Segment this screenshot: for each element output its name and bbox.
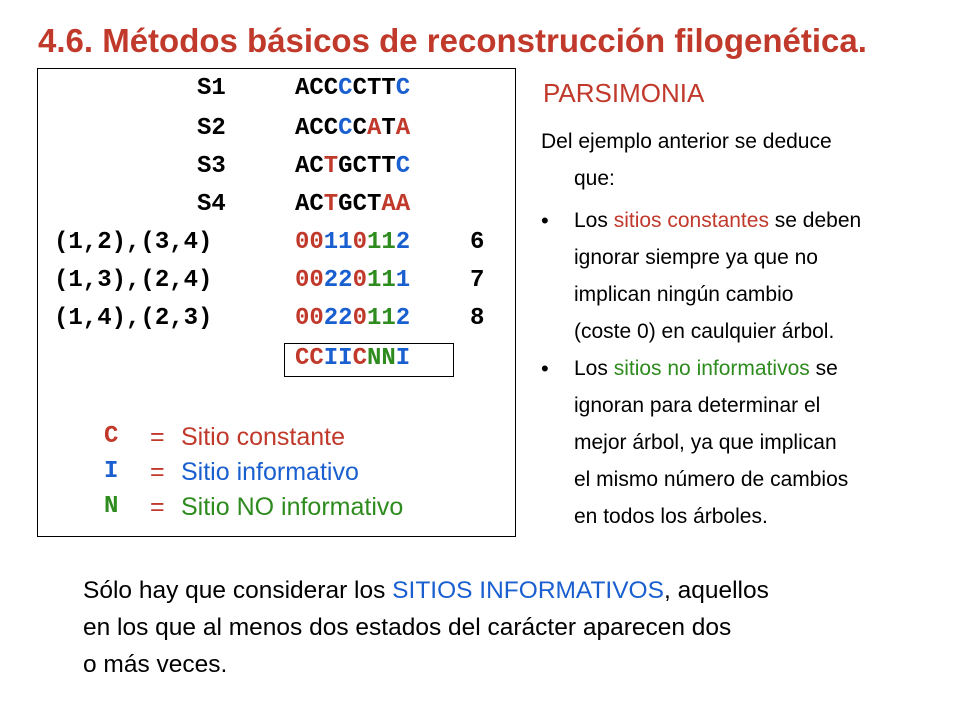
bullet-1-line-3: implican ningún cambio xyxy=(574,283,794,306)
site-7: N xyxy=(381,345,396,372)
site-3: C xyxy=(323,75,339,102)
site-2: C xyxy=(309,115,324,142)
conclusion-line-1: Sólo hay que considerar los SITIOS INFORMATIVOS, aquellos xyxy=(83,577,769,604)
site-6: T xyxy=(366,153,382,180)
site-7: T xyxy=(381,75,396,102)
site-2: 0 xyxy=(309,305,324,332)
bullet-2-line-4: el mismo número de cambios xyxy=(574,468,849,491)
site-5: C xyxy=(352,75,367,102)
site-4: G xyxy=(338,153,353,180)
legend-key: C xyxy=(104,423,119,450)
conclusion-line-3: o más veces. xyxy=(83,651,228,678)
site-7: 1 xyxy=(381,305,396,332)
legend-equals: = xyxy=(150,423,165,451)
tree-score: 7 xyxy=(470,267,485,294)
sequence-chars xyxy=(295,114,410,144)
sequence-name: S2 xyxy=(197,115,226,142)
site-5: 0 xyxy=(352,267,367,294)
sequence-name: S3 xyxy=(197,153,226,180)
site-5: 0 xyxy=(352,229,367,256)
sequence-name: S4 xyxy=(197,191,226,218)
site-4: 1 xyxy=(338,229,353,256)
site-6: 1 xyxy=(366,305,382,332)
site-3: T xyxy=(323,153,339,180)
site-8: C xyxy=(395,153,411,180)
site-7: T xyxy=(381,153,396,180)
bullet-2-line-1: Los sitios no informativos se xyxy=(574,357,838,380)
site-6: N xyxy=(366,345,382,372)
change-counts xyxy=(295,266,410,296)
sequence-chars xyxy=(295,190,410,220)
site-5: 0 xyxy=(352,305,367,332)
site-1: A xyxy=(295,75,310,102)
legend-definition: Sitio constante xyxy=(181,423,345,451)
site-2: C xyxy=(309,153,324,180)
site-1: A xyxy=(295,191,310,218)
intro-line-2: que: xyxy=(574,167,615,190)
site-6: T xyxy=(366,191,382,218)
site-7: A xyxy=(381,191,396,218)
tree-score: 6 xyxy=(470,229,485,256)
conclusion-text xyxy=(83,572,903,683)
site-8: C xyxy=(395,75,411,102)
site-4: G xyxy=(338,191,353,218)
site-2: C xyxy=(309,345,324,372)
site-6: 1 xyxy=(366,267,382,294)
site-8: 2 xyxy=(395,229,411,256)
tree-score: 8 xyxy=(470,305,485,332)
site-7: 1 xyxy=(381,267,396,294)
site-2: 0 xyxy=(309,229,324,256)
legend-definition: Sitio NO informativo xyxy=(181,493,404,521)
section-heading: PARSIMONIA xyxy=(543,78,705,108)
site-1: 0 xyxy=(295,229,310,256)
conclusion-line-2: en los que al menos dos estados del carácter aparecen dos xyxy=(83,614,732,641)
slide-title: 4.6. Métodos básicos de reconstrucción filogenética. xyxy=(38,22,867,59)
site-6: T xyxy=(366,75,382,102)
site-1: 0 xyxy=(295,267,310,294)
legend-definition: Sitio informativo xyxy=(181,458,359,486)
site-1: A xyxy=(295,153,310,180)
site-1: A xyxy=(295,115,310,142)
site-8: I xyxy=(395,345,411,372)
site-3: 2 xyxy=(323,305,339,332)
legend-key: I xyxy=(104,458,119,485)
site-2: C xyxy=(309,191,324,218)
site-7: T xyxy=(381,115,396,142)
site-2: C xyxy=(309,75,324,102)
tree-topology: (1,3),(2,4) xyxy=(54,267,213,294)
informative-sites-highlight: SITIOS INFORMATIVOS xyxy=(392,577,664,604)
site-4: I xyxy=(338,345,353,372)
change-counts xyxy=(295,304,410,334)
sequence-chars xyxy=(295,152,410,182)
intro-line-1: Del ejemplo anterior se deduce xyxy=(541,130,832,153)
site-2: 0 xyxy=(309,267,324,294)
bullet-1-marker: • xyxy=(541,208,549,233)
site-4: C xyxy=(338,75,353,102)
site-6: 1 xyxy=(366,229,382,256)
site-8: A xyxy=(395,115,411,142)
bullet-1-line-4: (coste 0) en caulquier árbol. xyxy=(574,320,835,343)
sequence-chars xyxy=(295,74,410,104)
site-3: 2 xyxy=(323,267,339,294)
site-6: A xyxy=(366,115,382,142)
legend-equals: = xyxy=(150,458,165,486)
legend-key: N xyxy=(104,493,119,520)
tree-topology: (1,2),(3,4) xyxy=(54,229,213,256)
tree-topology: (1,4),(2,3) xyxy=(54,305,213,332)
site-5: C xyxy=(352,153,367,180)
sequence-name: S1 xyxy=(197,75,226,102)
site-8: 1 xyxy=(395,267,411,294)
site-7: 1 xyxy=(381,229,396,256)
constant-sites-highlight: sitios constantes xyxy=(613,209,769,232)
bullet-2-line-3: mejor árbol, ya que implican xyxy=(574,431,837,454)
bullet-2-line-5: en todos los árboles. xyxy=(574,505,768,528)
classification-box xyxy=(284,343,454,377)
site-3: 1 xyxy=(323,229,339,256)
site-5: C xyxy=(352,115,367,142)
site-3: T xyxy=(323,191,339,218)
bullet-1-line-1: Los sitios constantes se deben xyxy=(574,209,862,232)
site-4: 2 xyxy=(338,267,353,294)
bullet-2-marker: • xyxy=(541,356,549,381)
change-counts xyxy=(295,228,410,258)
bullet-2-line-2: ignoran para determinar el xyxy=(574,394,821,417)
site-4: C xyxy=(338,115,353,142)
site-8: 2 xyxy=(395,305,411,332)
site-5: C xyxy=(352,345,367,372)
site-1: C xyxy=(295,345,310,372)
site-1: 0 xyxy=(295,305,310,332)
noninformative-sites-highlight: sitios no informativos xyxy=(613,357,810,380)
bullet-1-line-2: ignorar siempre ya que no xyxy=(574,246,818,269)
site-3: I xyxy=(323,345,339,372)
legend-equals: = xyxy=(150,493,165,521)
site-8: A xyxy=(395,191,411,218)
site-3: C xyxy=(323,115,339,142)
site-5: C xyxy=(352,191,367,218)
site-4: 2 xyxy=(338,305,353,332)
